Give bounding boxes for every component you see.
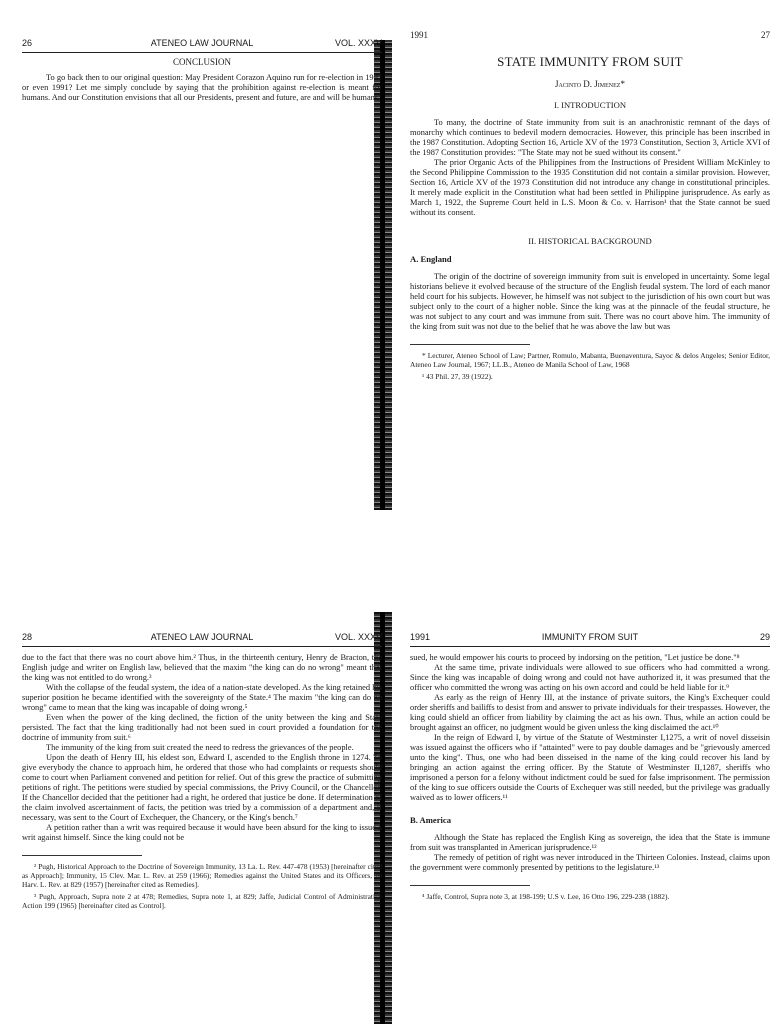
page-header xyxy=(22,632,382,647)
article-title: STATE IMMUNITY FROM SUIT xyxy=(497,54,683,69)
page-number: 29 xyxy=(759,632,770,642)
paragraph: Upon the death of Henry III, his eldest son, Edward I, ascended to the English throne in 1274. To give everybody the chance to approach him, he ordered that those who had complaints or requests should come to court when Parliament convened and petition for relief. Out of this grew the practice of submitting petitions of right. The petitions were studied by special commissions, the Privy Council, or the Chancellor. If the Chancellor decided that the petitioner had a right, he ordered that justice be done. If determination of the claim involved ascertainment of facts, the petition was tried by a commission of a department and, if necessary, was sent to the Court of Exchequer, the Chancery, or the King's bench.⁷ xyxy=(22,753,382,822)
footnote: ⁴ Jaffe, Control, Supra note 3, at 198-199; U.S v. Lee, 16 Otto 196, 229-238 (1882). xyxy=(422,892,670,901)
page-header xyxy=(410,30,770,44)
running-head: ATENEO LAW JOURNAL xyxy=(150,38,254,48)
paragraph: sued, he would empower his courts to proceed by indorsing on the petition, "Let justice be done."⁸ xyxy=(410,653,740,662)
subsection-heading: B. America xyxy=(410,815,452,825)
page-26 xyxy=(22,38,382,498)
paragraph: The remedy of petition of right was never introduced in the Thirteen Colonies. Instead, claims upon the government were commonly presented by petitions to the legislature.¹³ xyxy=(410,853,770,872)
page-29 xyxy=(410,632,770,1020)
page-28 xyxy=(22,632,382,1020)
paragraph: Even when the power of the king declined, the fiction of the unity between the king and State persisted. The fact that the king traditionally had not been sued in court provided a foundation for the doctrine of immunity from suit.⁶ xyxy=(22,713,382,742)
section-heading: I. INTRODUCTION xyxy=(553,100,627,110)
paragraph: To go back then to our original question: May President Corazon Aquino run for re-election in 1992 or even 1991? Let me simply conclude by saying that the prohibition against re-election is meant for humans. And our Constitution envisions that all our Presidents, present and future, are and will be humans. xyxy=(22,73,382,102)
page-header xyxy=(410,632,770,647)
year-label: 1991 xyxy=(410,632,431,642)
page-number: 28 xyxy=(22,632,33,642)
paragraph: A petition rather than a writ was required because it would have been absurd for the king to issue a writ against himself. Since the king could not be xyxy=(22,823,382,842)
running-head: IMMUNITY FROM SUIT xyxy=(541,632,639,642)
paragraph: As early as the reign of Henry III, at the instance of private suitors, the King's Exchequer could order sheriffs and bailiffs to desist from and answer to private individuals for their trespasses. However, the king could shield an officer from liability by claiming the act as his own. Thus, while an action could be brought against an officer, no judgment would be given unless the king disclaimed the act.¹⁰ xyxy=(410,693,770,732)
page-header xyxy=(22,38,382,53)
paragraph: Although the State has replaced the English King as sovereign, the idea that the State is immune from suit was transplanted in American jurisprudence.¹² xyxy=(410,833,770,852)
paragraph: In the reign of Edward I, by virtue of the Statute of Westminster I,1275, a writ of novel disseisin was issued against the officers who if "attainted" were to pay double damages and be "grievously amerced unto the king". Thus, one who had been disseised in the name of the king could recover his land by bringing an action against the erring officer. By the Statute of Westminster II,1287, sheriffs who imprisoned a person for a felony without indictment could be sued for false imprisonment. The permission of the king to sue officers outside the Courts of Exchequer was still needed, but the privilege was gradually waived as to lower officers.¹¹ xyxy=(410,733,770,802)
paragraph: due to the fact that there was no court above him.² Thus, in the thirteenth century, Henry de Bracton, the English judge and writer on English law, believed that the maxim "the king can do no wrong" meant that the king was not entitled to do wrong.³ xyxy=(22,653,382,682)
year-label: 1991 xyxy=(410,30,428,40)
page-27 xyxy=(410,30,770,510)
footnote-rule xyxy=(22,855,142,856)
footnote: * Lecturer, Ateneo School of Law; Partner, Romulo, Mabanta, Buenaventura, Sayoc & delos Angeles; Senior Editor, Ateneo Law Journal, 1967; LL.B., Ateneo de Manila School of Law, 1968 xyxy=(410,351,770,369)
footnote: ² Pugh, Historical Approach to the Doctrine of Sovereign Immunity, 13 La. L. Rev. 447-478 (1953) [hereinafter cited as Approach]; Immunity, 15 Clev. Mar. L. Rev. at 259 (1966); Remedies against the United States and its Officers, 70 Harv. L. Rev. at 829 (1957) [hereinafter cited as Remedies]. xyxy=(22,862,382,889)
paragraph: At the same time, private individuals were allowed to sue officers who had committed a wrong. Since the king was incapable of doing wrong and could not have authorized it, it was presumed that the officer who committed the wrong was acting on his own accord and could be held liable for it.⁹ xyxy=(410,663,770,692)
section-heading: II. HISTORICAL BACKGROUND xyxy=(528,236,652,246)
footnote-rule xyxy=(410,344,530,345)
author-name: Jacinto D. Jimenez* xyxy=(555,79,625,89)
footnote: ³ Pugh, Approach, Supra note 2 at 478; Remedies, Supra note 1, at 829; Jaffe, Judicial Control of Administrative Action 199 (1965) [hereinafter cited as Control]. xyxy=(22,892,382,910)
paragraph: With the collapse of the feudal system, the idea of a nation-state developed. As the king retained his superior position he became identified with the sovereignty of the State.⁴ The maxim "the king can do no wrong" came to mean that the king was incapable of doing wrong.⁵ xyxy=(22,683,382,712)
running-head: ATENEO LAW JOURNAL xyxy=(150,632,254,642)
page-number: 26 xyxy=(22,38,33,48)
volume-label: VOL. XXXV xyxy=(334,632,382,642)
paragraph: To many, the doctrine of State immunity from suit is an anachronistic remnant of the days of monarchy which continues to bedevil modern democracies. However, this principle has been inscribed in the 1987 Constitution. Adopting Section 16, Article XV of the 1973 Constitution, Section 3, Article XVI of the 1987 Constitution provides: "The State may not be sued without its consent." xyxy=(410,118,770,157)
paragraph: The origin of the doctrine of sovereign immunity from suit is enveloped in uncertainty. Some legal historians believe it evolved because of the structure of the English feudal system. The lord of each manor held court for his subjects. However, he himself was not subject to the jurisdiction of his own court but was subject only to the court of a higher noble. Since the king was at the pinnacle of the feudal structure, he was not subject to any court and was immune from suit. There was no court above him. The immunity of the king from suit was not due to the belief that he was above the law but was xyxy=(410,272,770,331)
footnote-rule xyxy=(410,885,530,886)
footnote: ¹ 43 Phil. 27, 39 (1922). xyxy=(422,372,493,381)
paragraph: The immunity of the king from suit created the need to redress the grievances of the people. xyxy=(46,743,354,752)
volume-label: VOL. XXXV xyxy=(334,38,382,48)
section-heading: CONCLUSION xyxy=(172,57,231,67)
paragraph: The prior Organic Acts of the Philippines from the Instructions of President William McKinley to the Second Philippine Commission to the 1935 Constitution did not contain a similar provision. However, Section 16, Article XV of the 1973 Constitution did not introduce any change in constitutional principles. It merely made explicit in the Constitution what had been settled in Philippine jurisprudence. As early as March 1, 1922, the Supreme Court held in L.S. Moon & Co. v. Harrison¹ that the State cannot be sued without its consent. xyxy=(410,158,770,217)
subsection-heading: A. England xyxy=(410,254,452,264)
page-number: 27 xyxy=(761,30,770,40)
